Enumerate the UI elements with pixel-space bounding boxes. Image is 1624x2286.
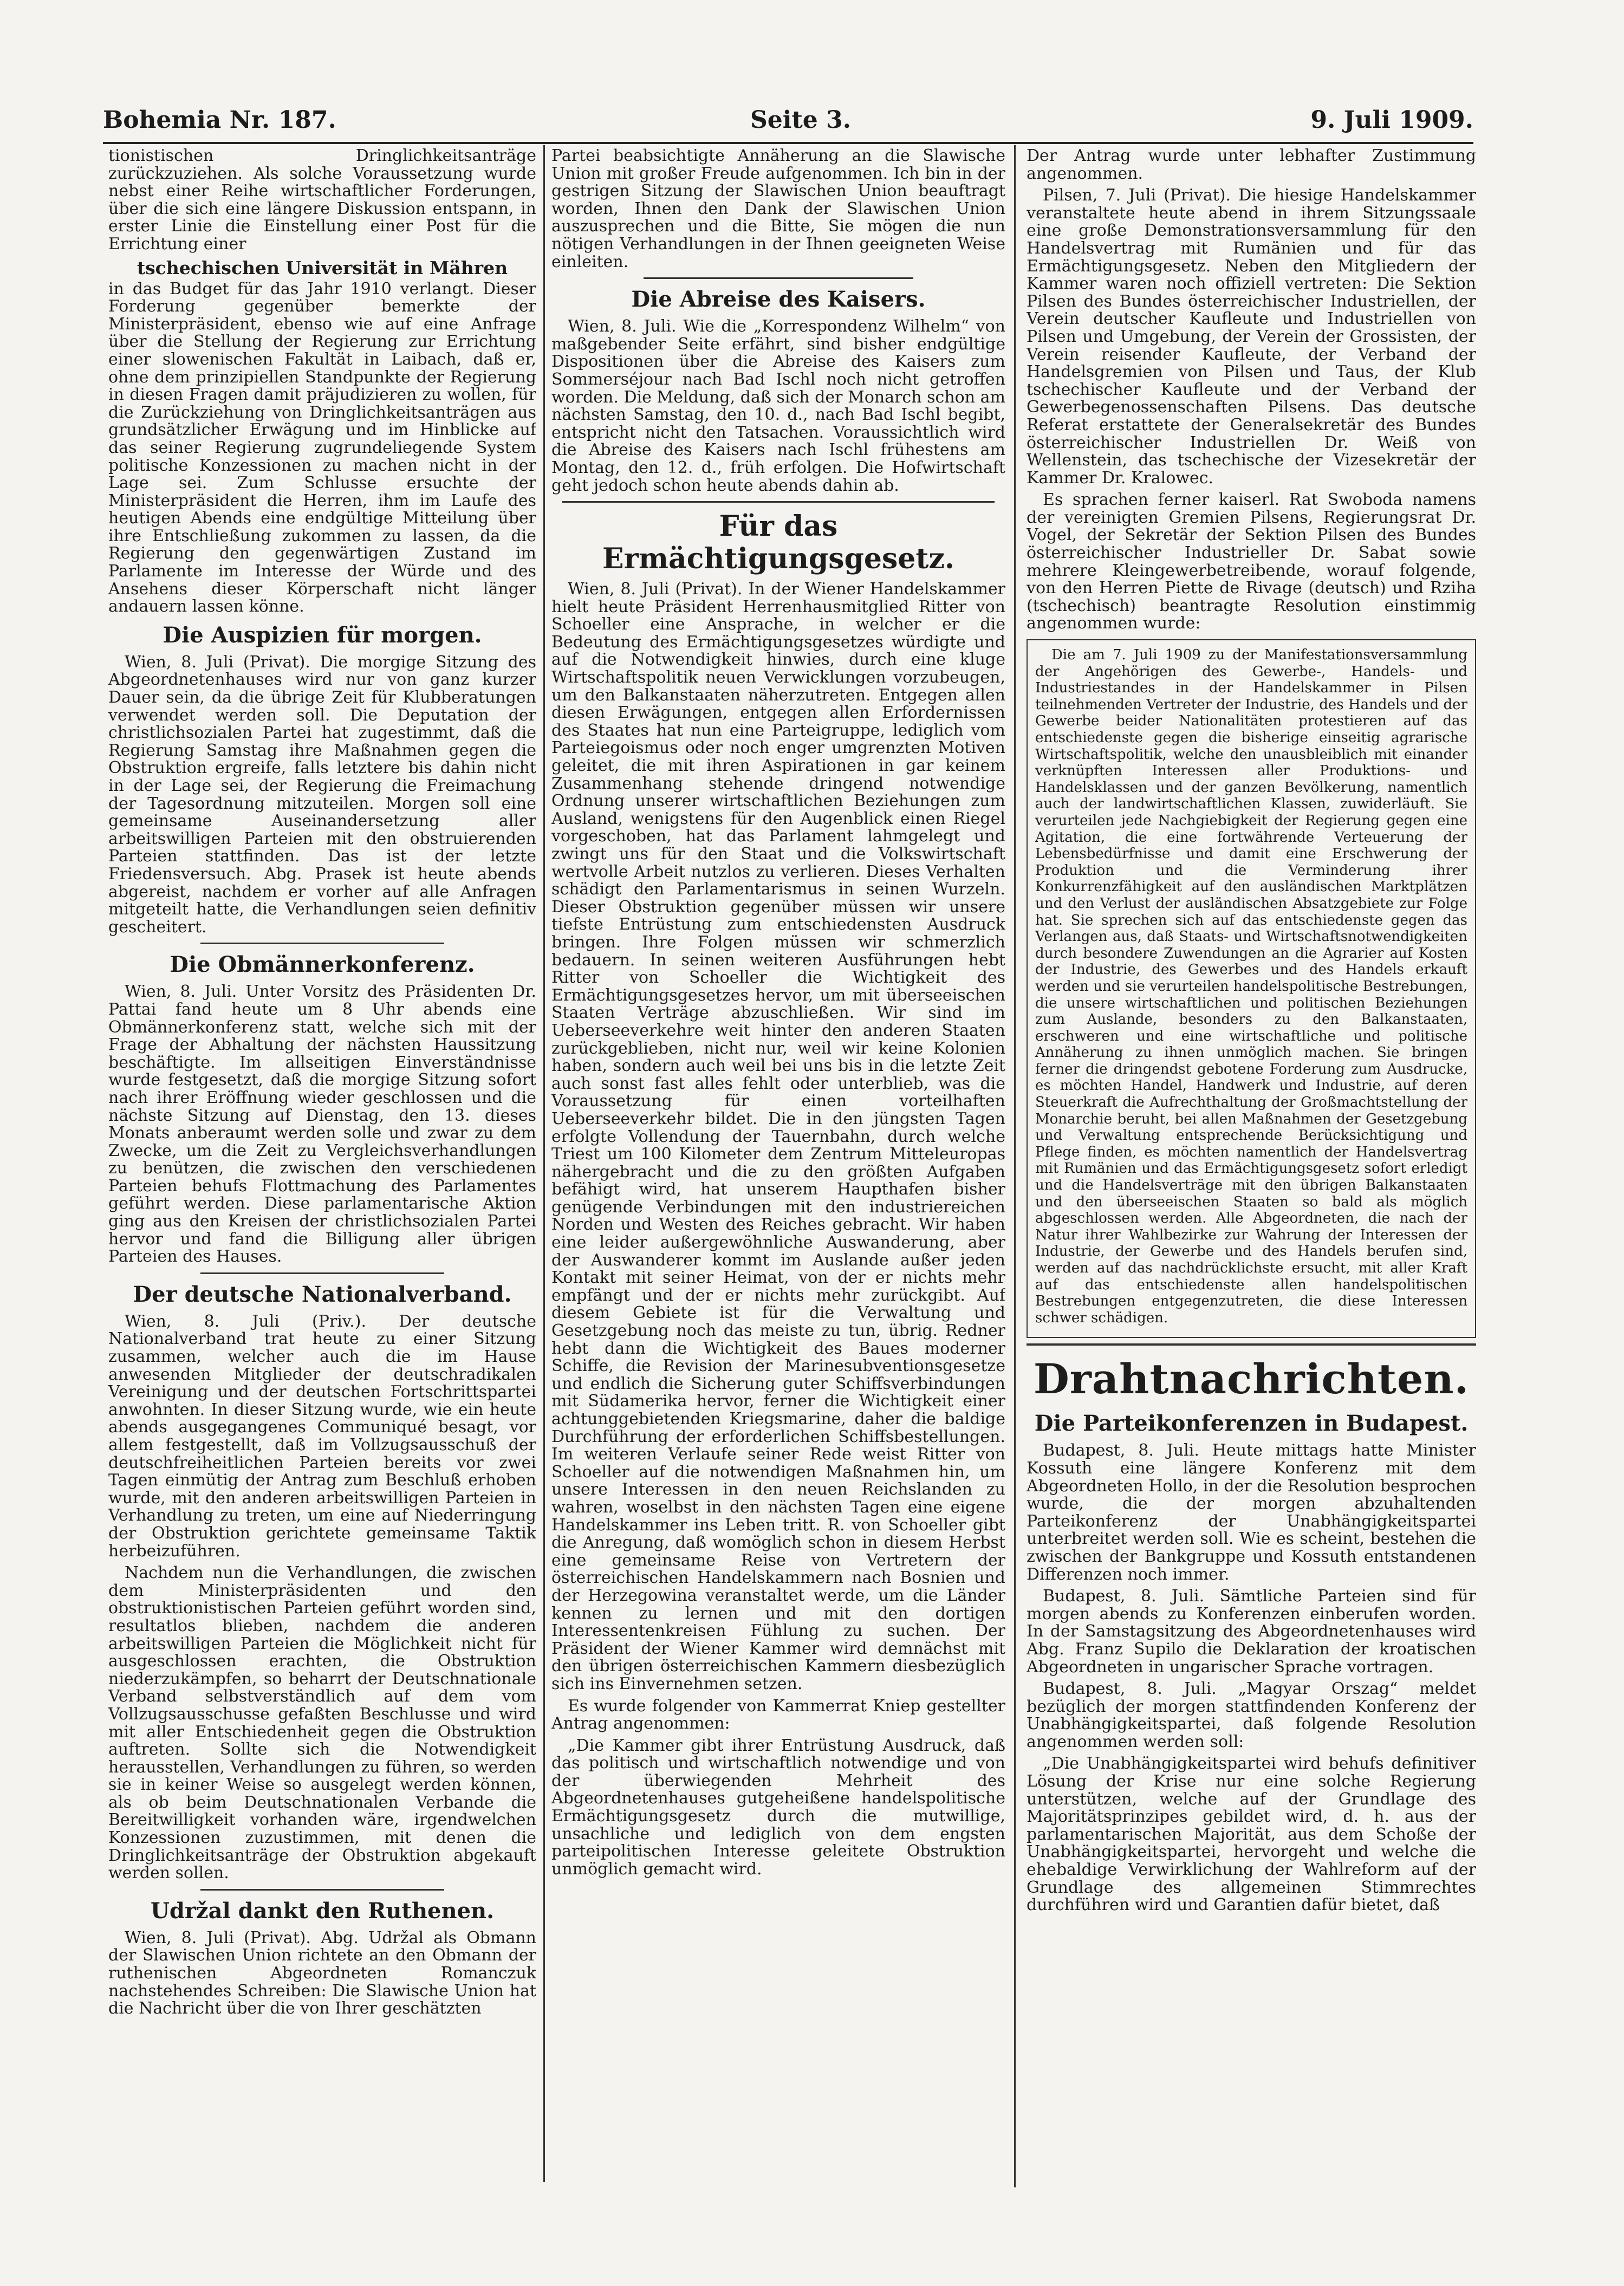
column-rule-2 [1014, 145, 1016, 2187]
page-number: Seite 3. [750, 106, 852, 134]
article-separator [200, 1272, 444, 1274]
article-text: tionistischen Dringlichkeitsanträge zurückzuziehen. Als solche Voraussetzung wurde nebst einer Reihe wirtschaftlicher Forderungen, über die sich eine längere Diskussion entspann, in erster Linie die Einstellung einer Post für die Errichtung einer [108, 147, 536, 254]
article-separator [200, 1889, 444, 1891]
header-rule [103, 142, 1473, 144]
publication-name: Bohemia Nr. 187. [103, 106, 336, 134]
article-heading: Die Obmännerkonferenz. [170, 952, 475, 978]
article-text: Es wurde folgender von Kammerrat Kniep gestellter Antrag angenommen: [551, 1696, 1005, 1733]
article-text: Wien, 8. Juli (Priv.). Der deutsche Nationalverband trat heute zu einer Sitzung zusammen, welcher auch die im Hause anwesenden Mitglieder der deutschradikalen Vereinigung und der deutschen Fortschrittspartei anwohnten. In dieser Sitzung wurde, wie ein heute abends ausgegangenes Communiqué besagt, vor allem festgestellt, daß im Vollzugsausschuß der deutschfreiheitlichen Parteien bereits vor zwei Tagen einmütig der Antrag zum Beschluß erhoben wurde, mit den anderen arbeitswilligen Parteien in Verhandlung zu treten, um eine auf Niederringung der Obstruktion gerichtete gemeinsame Taktik herbeizuführen. [108, 1311, 536, 1561]
column-rule-1 [543, 145, 545, 2182]
article-heading: Die Parteikonferenzen in Budapest. [1034, 1411, 1469, 1437]
article-text: Budapest, 8. Juli. „Magyar Orszag“ meldet bezüglich der morgen stattfindenden Konferenz der Unabhängigkeitspartei, daß folgende Resolution angenommen werden soll: [1027, 1679, 1476, 1751]
article-heading: Die Auspizien für morgen. [163, 622, 482, 648]
article-heading: Die Abreise des Kaisers. [631, 287, 926, 313]
article-text: Wien, 8. Juli (Privat). In der Wiener Handelskammer hielt heute Präsident Herrenhausmitglied Ritter von Schoeller eine Ansprache, in welcher er die Bedeutung des Ermächtigungsgesetzes würdigte und auf die Notwendigkeit hinwies, durch eine kluge Wirtschaftspolitik neuen Verwicklungen vorzubeugen, um den Balkanstaaten näherzutreten. Entgegen allen diesen Erwägungen, entgegen allen Erfordernissen des Staates hat nun eine Parteigruppe, lediglich vom Parteiegoismus oder noch enger umgrenzten Motiven geleitet, die mit ihren Aspirationen in gar keinem Zusammenhang stehende dringend notwendige Ordnung unserer wirtschaftlichen Beziehungen zum Ausland, wenigstens für den Augenblick einen Riegel vorgeschoben, hat das Parlament lahmgelegt und zwingt uns für den Staat und die Volkswirtschaft wertvolle Arbeit nutzlos zu verlieren. Dieses Verhalten schädigt den Parlamentarismus in seinen Wurzeln. Dieser Obstruktion gegenüber müssen wir unsere tiefste Entrüstung zum entschiedensten Ausdruck bringen. Ihre Folgen müssen wir schmerzlich bedauern. In seinen weiteren Ausführungen hebt Ritter von Schoeller die Wichtigkeit des Ermächtigungsgesetzes hervor, um mit überseeischen Staaten Verträge abzuschließen. Wir sind im Ueberseeverkehre weit hinter den anderen Staaten zurückgeblieben, nicht nur, weil wir keine Kolonien haben, sondern auch weil bei uns bis in die letzte Zeit auch sonst fast alles fehlt oder unterblieb, was die Voraussetzung für einen vorteilhaften Ueberseeverkehr bildet. Die in den jüngsten Tagen erfolgte Vollendung der Tauernbahn, durch welche Triest um 100 Kilometer dem Zentrum Mitteleuropas nähergebracht und die zu den größten Aufgaben befähigt wird, hat unserem Haupthafen bisher genügende Verbindungen mit den industriereichen Norden und Westen des Reiches gebracht. Wir haben eine leider außergewöhnliche Auswanderung, aber der Auswanderer kommt im Auslande außer jeden Kontakt mit seiner Heimat, von der er nichts mehr empfängt und der er nichts mehr zurückgibt. Auf diesem Gebiete ist für die Verwaltung und Gesetzgebung noch das meiste zu tun, übrig. Redner hebt dann die Wichtigkeit des Baues moderner Schiffe, die Revision der Marinesubventionsgesetze und endlich die Sicherung guter Schiffsverbindungen mit Südamerika hervor, ferner die Wichtigkeit einer achtunggebietenden Kriegsmarine, daher die baldige Durchführung der erforderlichen Schiffsbestellungen. Im weiteren Verlaufe seiner Rede weist Ritter von Schoeller auf die notwendigen Maßnahmen hin, um unsere Interessen in den neuen Reichslanden zu wahren, woselbst in den nächsten Tagen eine eigene Handelskammer ins Leben tritt. R. von Schoeller gibt die Anregung, daß womöglich schon in diesem Herbst eine gemeinsame Reise von Vertretern der österreichischen Handelskammern nach Bosnien und der Herzegowina veranstaltet werde, um die Länder kennen zu lernen und mit den dortigen Interessentenkreisen Fühlung zu suchen. Der Präsident der Wiener Kammer wird demnächst mit den übrigen österreichischen Kammern diesbezüglich sich ins Einvernehmen setzen. [551, 580, 1005, 1693]
article-separator [644, 277, 913, 279]
article-text: in das Budget für das Jahr 1910 verlangt. Dieser Forderung gegenüber bemerkte der Ministerpräsident, ebenso wie auf eine Anfrage über die Stellung der Regierung zur Errichtung einer slowenischen Fakultät in Laibach, daß er, ohne dem prinzipiellen Standpunkte der Regierung in diesen Fragen damit präjudizieren zu wollen, für die Zurückziehung von Dringlichkeitsanträgen aus grundsätzlicher Erwägung und im Hinblicke auf das seiner Regierung zugrundeliegende System politische Konzessionen zu machen nicht in der Lage sei. Zum Schlusse ersuchte der Ministerpräsident die Herren, ihm im Laufe des heutigen Abends eine endgültige Mitteilung über ihre Entschließung zukommen zu lassen, da die Regierung den gegenwärtigen Zustand im Parlamente im Interesse der Würde und des Ansehens dieser Körperschaft nicht länger andauern lassen könne. [108, 279, 536, 616]
issue-date: 9. Juli 1909. [1310, 106, 1473, 134]
article-text: Partei beabsichtigte Annäherung an die Slawische Union mit großer Freude aufgenommen. Ich bin in der gestrigen Sitzung der Slawischen Union beauftragt worden, Ihnen den Dank der Slawischen Union auszusprechen und die Bitte, Sie mögen die nun nötigen Verhandlungen in der Ihnen geeigneten Weise einleiten. [551, 147, 1005, 271]
column-2 [551, 147, 1005, 2222]
page-header [103, 106, 1473, 139]
column-3 [1027, 147, 1476, 2222]
article-separator [562, 501, 995, 503]
resolution-box [1027, 639, 1476, 1338]
article-text: Nachdem nun die Verhandlungen, die zwischen dem Ministerpräsidenten und den obstruktionistischen Parteien geführt worden sind, resultatlos blieben, nachdem die anderen arbeitswilligen Parteien die Möglichkeit nicht für ausgeschlossen erachten, die Obstruktion niederzukämpfen, so beharrt der Deutschnationale Verband selbstverständlich auf dem vom Vollzugsausschusse gefaßten Beschlusse und wird mit aller Entschiedenheit gegen die Obstruktion auftreten. Sollte sich die Notwendigkeit herausstellen, Verhandlungen zu führen, so werden sie in keiner Weise so ausgelegt werden können, als ob beim Deutschnationalen Verbande die Bereitwilligkeit vorhanden wäre, irgendwelchen Konzessionen zuzustimmen, mit denen die Dringlichkeitsanträge der Obstruktion abgekauft werden sollen. [108, 1563, 536, 1883]
section-separator [1027, 1343, 1476, 1346]
article-text: Wien, 8. Juli. Wie die „Korrespondenz Wilhelm“ von maßgebender Seite erfährt, sind bisher endgültige Dispositionen über die Abreise des Kaisers zum Sommerséjour nach Bad Ischl noch nicht getroffen worden. Die Meldung, daß sich der Monarch schon am nächsten Samstag, den 10. d., nach Bad Ischl begibt, entspricht nicht den Tatsachen. Voraussichtlich wird die Abreise des Kaisers nach Ischl frühestens am Montag, den 12. d., früh erfolgen. Die Hofwirtschaft geht jedoch schon heute abends dahin ab. [551, 317, 1005, 495]
article-separator [200, 943, 444, 944]
article-text: Budapest, 8. Juli. Sämtliche Parteien sind für morgen abends zu Konferenzen einberufen worden. In der Samstagsitzung des Abgeordnetenhauses wird Abg. Franz Supilo die Deklaration der kroatischen Abgeordneten in ungarischer Sprache vortragen. [1027, 1587, 1476, 1677]
column-1 [108, 147, 536, 2222]
article-text: Es sprachen ferner kaiserl. Rat Swoboda namens der vereinigten Gremien Pilsens, Regierungsrat Dr. Vogel, der Sekretär der Sektion Pilsen des Bundes österreichischer Industrieller Dr. Sabat sowie mehrere Kleingewerbetreibende, worauf folgende, von den Herren Piette de Rivage (deutsch) und Rziha (tschechisch) beantragte Resolution einstimmig angenommen wurde: [1027, 490, 1476, 633]
section-title: Drahtnachrichten. [1033, 1355, 1470, 1404]
article-text: Der Antrag wurde unter lebhafter Zustimmung angenommen. [1027, 147, 1476, 183]
article-text: Wien, 8. Juli. Unter Vorsitz des Präsidenten Dr. Pattai fand heute um 8 Uhr abends eine Obmännerkonferenz statt, welche sich mit der Frage der Abhaltung der nächsten Haussitzung beschäftigte. Im allseitigen Einverständnisse wurde festgesetzt, daß die morgige Sitzung sofort nach ihrer Eröffnung wieder geschlossen und die nächste Sitzung auf Dienstag, den 13. dieses Monats anberaumt werden solle und zwar zu dem Zwecke, um die Zeit zu Vergleichsverhandlungen zu benützen, die zwischen den verschiedenen Parteien behufs Flottmachung des Parlamentes geführt werden. Diese parlamentarische Aktion ging aus den Kreisen der christlichsozialen Partei hervor und fand die Billigung aller übrigen Parteien des Hauses. [108, 982, 536, 1267]
article-text: „Die Kammer gibt ihrer Entrüstung Ausdruck, daß das politisch und wirtschaftlich notwendige und von der überwiegenden Mehrheit des Abgeordnetenhauses gutgeheißene handelspolitische Ermächtigungsgesetz durch die mutwillige, unsachliche und lediglich von dem engsten parteipolitischen Interesse geleitete Obstruktion unmöglich gemacht wird. [551, 1736, 1005, 1879]
inline-heading: tschechischen Universität in Mähren [137, 257, 508, 278]
article-text: Wien, 8. Juli (Privat). Abg. Udržal als Obmann der Slawischen Union richtete an den Obmann der ruthenischen Abgeordneten Romanczuk nachstehendes Schreiben: Die Slawische Union hat die Nachricht über die von Ihrer geschätzten [108, 1928, 536, 2018]
article-text: „Die Unabhängigkeitspartei wird behufs definitiver Lösung der Krise nur eine solche Regierung unterstützen, welche auf der Grundlage des Majoritätsprinzipes gebildet wird, d. h. aus der parlamentarischen Majorität, aus dem Schoße der Unabhängigkeitspartei, hervorgeht und welche die ehebaldige Verwirklichung der Wahlreform auf der Grundlage des allgemeinen Stimmrechtes durchführen wird und Garantien dafür bietet, daß [1027, 1754, 1476, 1915]
article-text: Wien, 8. Juli (Privat). Die morgige Sitzung des Abgeordnetenhauses wird nur von ganz kurzer Dauer sein, da die übrige Zeit für Klubberatungen verwendet werden soll. Die Deputation der christlichsozialen Partei hat zugestimmt, daß die Regierung Samstag ihre Maßnahmen gegen die Obstruktion ergreife, falls letztere bis dahin nicht in der Lage sei, der Regierung die Freimachung der Tagesordnung mitzuteilen. Morgen soll eine gemeinsame Auseinandersetzung aller arbeitswilligen Parteien mit den obstruierenden Parteien stattfinden. Das ist der letzte Friedensversuch. Abg. Prasek ist heute abends abgereist, nachdem er vorher auf alle Anfragen mitgeteilt hatte, die Verhandlungen seien definitiv gescheitert. [108, 652, 536, 937]
article-heading: Für das Ermächtigungsgesetz. [602, 510, 955, 576]
article-heading: Der deutsche Nationalverband. [133, 1281, 512, 1307]
article-text: Pilsen, 7. Juli (Privat). Die hiesige Handelskammer veranstaltete heute abend in ihrem Sitzungssaale eine große Demonstrationsversammlung für den Handelsvertrag mit Rumänien und für das Ermächtigungsgesetz. Neben den Mitgliedern der Kammer waren noch offiziell vertreten: Die Sektion Pilsen des Bundes österreichischer Industriellen, der Verein deutscher Kaufleute und Industriellen von Pilsen und Umgebung, der Verein der Grossisten, der Verein reisender Kaufleute, der Verband der Handelsgremien von Pilsen und Taus, der Klub tschechischer Kaufleute und der Verband der Gewerbegenossenschaften Pilsens. Das deutsche Referat erstattete der Generalsekretär des Bundes österreichischer Industriellen Dr. Weiß von Wellenstein, das tschechische der Vizesekretär der Kammer Dr. Kralowec. [1027, 186, 1476, 488]
article-text: Budapest, 8. Juli. Heute mittags hatte Minister Kossuth eine längere Konferenz mit dem Abgeordneten Hollo, in der die Resolution besprochen wurde, die der morgen abzuhaltenden Parteikonferenz der Unabhängigkeitspartei unterbreitet werden soll. Wie es scheint, bestehen die zwischen der Bankgruppe und Kossuth entstandenen Differenzen noch immer. [1027, 1441, 1476, 1584]
resolution-text: Die am 7. Juli 1909 zu der Manifestationsversammlung der Angehörigen des Gewerbe-, Handels- und Industriestandes in der Handelskammer in Pilsen teilnehmenden Vertreter der Industrie, des Handels und der Gewerbe beider Nationalitäten protestieren auf das entschiedenste gegen die bisherige einseitig agrarische Wirtschaftspolitik, welche den unausbleiblich mit einander verknüpften Interessen aller Produktions- und Handelsklassen und der ganzen Bevölkerung, namentlich auch der landwirtschaftlichen Klassen, zuwiderläuft. Sie verurteilen jede Nachgiebigkeit der Regierung gegen eine Agitation, die eine fortwährende Verteuerung der Lebensbedürfnisse und damit eine Erschwerung der Produktion und die Verminderung ihrer Konkurrenzfähigkeit auf den ausländischen Marktplätzen und den Verlust der ausländischen Absatzgebiete zur Folge hat. Sie sprechen sich auf das entschiedenste gegen das Verlangen aus, daß Staats- und Wirtschaftsnotwendigkeiten durch besondere Zuwendungen an die Agrarier auf Kosten der Industrie, des Gewerbes und des Handels erkauft werden und sie verurteilen handelspolitische Bestrebungen, die unsere wirtschaftlichen und politischen Beziehungen zum Auslande, besonders zu den Balkanstaaten, erschweren und eine wirtschaftliche und politische Annäherung zu ihnen unmöglich machen. Sie bringen ferner die dringendst gebotene Forderung zum Ausdrucke, es möchten Handel, Handwerk und Industrie, auf deren Steuerkraft die Aufrechthaltung der Großmachtstellung der Monarchie beruht, bei allen Maßnahmen der Gesetzgebung und Verwaltung entsprechende Berücksichtigung und Pflege finden, es möchten namentlich der Handelsvertrag mit Rumänien und das Ermächtigungsgesetz sofort erledigt und die Handelsverträge mit den übrigen Balkanstaaten und den überseeischen Staaten so bald als möglich abgeschlossen werden. Alle Abgeordneten, die nach der Natur ihrer Wahlbezirke zur Wahrung der Interessen der Industrie, der Gewerbe und des Handels berufen sind, werden auf das nachdrücklichste ersucht, mit aller Kraft auf das entschiedenste allen handelspolitischen Bestrebungen entgegenzutreten, die diese Interessen schwer schädigen. [1035, 647, 1467, 1326]
article-heading: Udržal dankt den Ruthenen. [150, 1898, 495, 1924]
